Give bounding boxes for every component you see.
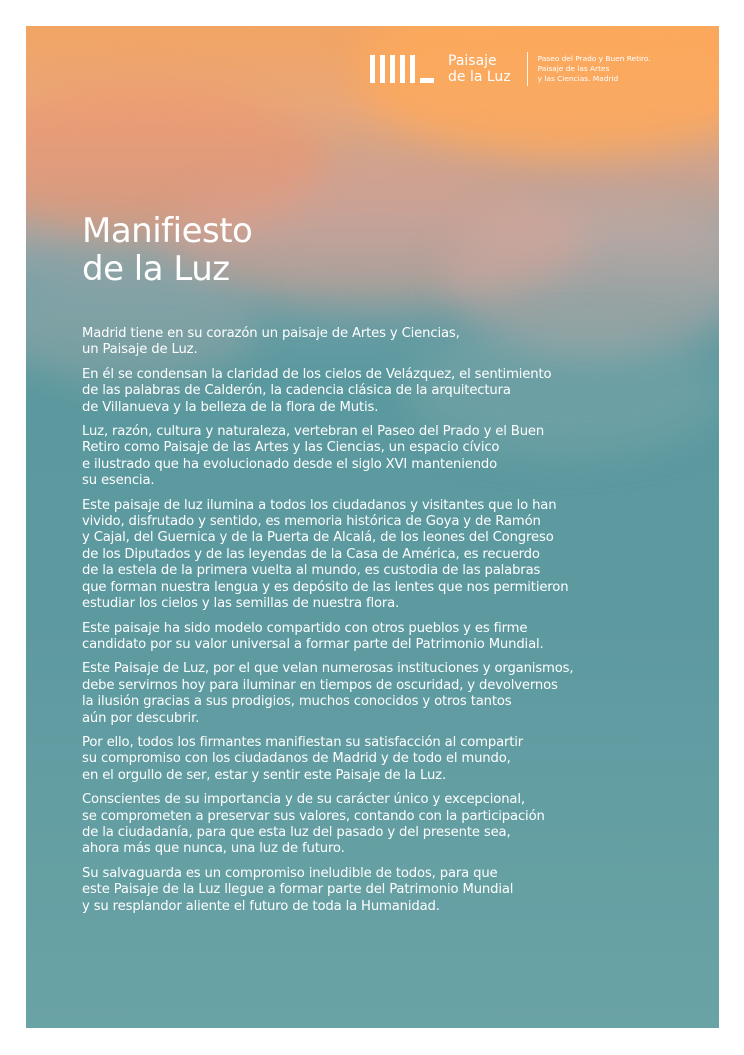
manifesto-poster [26,26,719,1028]
manifesto-paragraph [82,326,712,359]
paragraph-line: se comprometen a preservar sus valores, contando con la participación [82,808,545,824]
paragraph-line: este Paisaje de la Luz llegue a formar parte del Patrimonio Mundial [82,882,514,898]
logo-divider [527,52,528,86]
manifesto-paragraph [82,498,712,613]
logo-bars-icon [370,55,434,83]
logo-name-line-1: Paisaje [448,53,497,69]
logo-name-line-2: de la Luz [448,69,511,85]
paragraph-line: Conscientes de su importancia y de su carácter único y excepcional, [82,792,525,808]
paragraph-line: de los Diputados y de las leyendas de la Casa de América, es recuerdo [82,546,540,562]
logo-name [448,53,511,85]
paragraph-line: que forman nuestra lengua y es depósito de las lentes que nos permitieron [82,579,569,595]
manifesto-paragraph [82,792,712,858]
paragraph-line: la ilusión gracias a sus prodigios, muchos conocidos y otros tantos [82,694,512,710]
manifesto-paragraph [82,735,712,784]
page-title-line-1: Manifiesto [82,211,253,251]
paragraph-line: Este paisaje de luz ilumina a todos los ciudadanos y visitantes que lo han [82,497,557,513]
paragraph-line: Retiro como Paisaje de las Artes y las Ciencias, un espacio cívico [82,440,500,456]
paragraph-line: Este paisaje ha sido modelo compartido con otros pueblos y es firme [82,620,528,636]
paragraph-line: un Paisaje de Luz. [82,342,198,358]
paragraph-line: ahora más que nunca, una luz de futuro. [82,841,345,857]
logo-subtitle-line-2: Paisaje de las Artes [537,64,610,73]
logo-subtitle-line-3: y las Ciencias. Madrid [537,74,619,83]
paragraph-line: candidato por su valor universal a formar parte del Patrimonio Mundial. [82,636,544,652]
paragraph-line: En él se condensan la claridad de los cielos de Velázquez, el sentimiento [82,366,552,382]
paragraph-line: debe servirnos hoy para iluminar en tiempos de oscuridad, y devolvernos [82,677,558,693]
paragraph-line: Su salvaguarda es un compromiso ineludible de todos, para que [82,865,498,881]
paragraph-line: vivido, disfrutado y sentido, es memoria histórica de Goya y de Ramón [82,514,541,530]
paragraph-line: su compromiso con los ciudadanos de Madrid y de todo el mundo, [82,751,511,767]
paragraph-line: Por ello, todos los firmantes manifiestan su satisfacción al compartir [82,734,524,750]
paisaje-de-la-luz-logo [370,52,651,86]
paragraph-line: estudiar los cielos y las semillas de nuestra flora. [82,596,400,612]
paragraph-line: de las palabras de Calderón, la cadencia clásica de la arquitectura [82,383,511,399]
paragraph-line: y su resplandor aliente el futuro de toda la Humanidad. [82,898,440,914]
paragraph-line: en el orgullo de ser, estar y sentir este Paisaje de la Luz. [82,767,446,783]
manifesto-paragraph [82,367,712,416]
page-title-line-2: de la Luz [82,249,230,289]
manifesto-paragraph [82,661,712,727]
paragraph-line: Este Paisaje de Luz, por el que velan numerosas instituciones y organismos, [82,661,574,677]
paragraph-line: Madrid tiene en su corazón un paisaje de Artes y Ciencias, [82,326,460,341]
logo-subtitle [538,54,651,84]
paragraph-line: su esencia. [82,473,155,489]
sky-cloud [356,26,719,156]
manifesto-paragraph [82,621,712,654]
paragraph-line: de la estela de la primera vuelta al mundo, es custodia de las palabras [82,563,541,579]
logo-subtitle-line-1: Paseo del Prado y Buen Retiro. [537,54,651,63]
manifesto-body [82,326,712,923]
paragraph-line: y Cajal, del Guernica y de la Puerta de Alcalá, de los leones del Congreso [82,530,554,546]
manifesto-paragraph [82,866,712,915]
manifesto-paragraph [82,424,712,490]
paragraph-line: de la ciudadanía, para que esta luz del pasado y del presente sea, [82,824,511,840]
paragraph-line: Luz, razón, cultura y naturaleza, vertebran el Paseo del Prado y el Buen [82,424,545,440]
paragraph-line: aún por descubrir. [82,710,200,726]
paragraph-line: e ilustrado que ha evolucionado desde el siglo XVI manteniendo [82,456,498,472]
page-title [82,212,252,288]
paragraph-line: de Villanueva y la belleza de la flora de Mutis. [82,399,379,415]
